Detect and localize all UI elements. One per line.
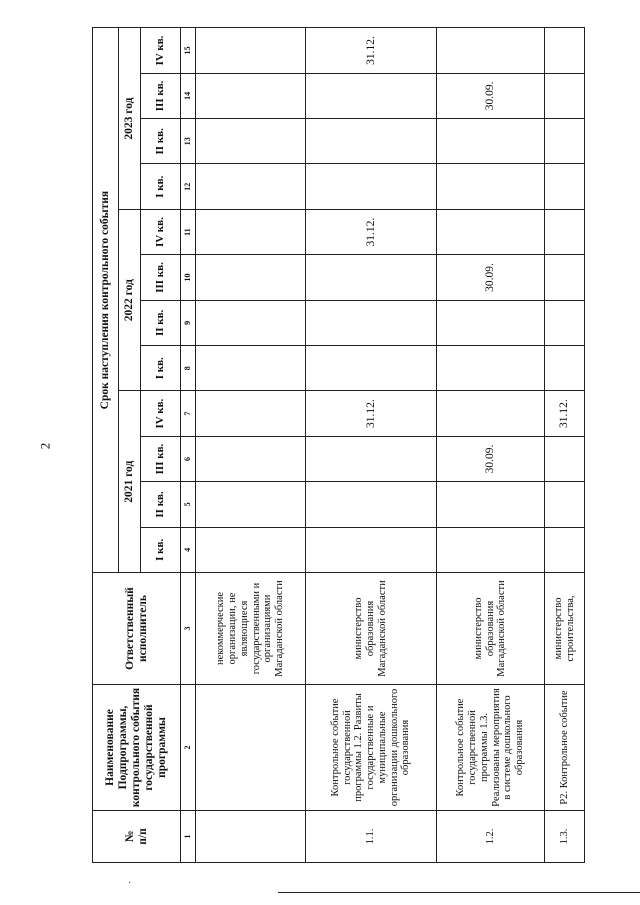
scan-dot: · xyxy=(128,878,132,889)
column-number: 1 xyxy=(181,811,196,863)
event-name xyxy=(196,685,306,811)
event-name: Р2. Контрольное событие xyxy=(545,685,585,811)
column-number: 9 xyxy=(181,300,196,345)
row-number: 1.2. xyxy=(437,811,545,863)
quarter-cell xyxy=(306,119,437,164)
executor: министерство образования Магаданской области xyxy=(306,573,437,685)
column-number: 10 xyxy=(181,255,196,300)
header-quarter: IV кв. xyxy=(141,391,181,436)
table-row xyxy=(306,28,437,863)
quarter-cell xyxy=(196,346,306,391)
header-quarter: IV кв. xyxy=(141,209,181,254)
quarter-cell: 30.09. xyxy=(437,73,545,118)
quarter-cell: 31.12. xyxy=(306,28,437,73)
quarter-cell xyxy=(196,255,306,300)
quarter-cell xyxy=(196,436,306,481)
header-deadline: Срок наступления контрольного события xyxy=(93,28,119,573)
header-name: Наименование Подпрограммы, контрольного события государственной программы xyxy=(93,685,181,811)
quarter-cell: 31.12. xyxy=(306,209,437,254)
quarter-cell: 31.12. xyxy=(306,391,437,436)
quarter-cell xyxy=(545,255,585,300)
quarter-cell xyxy=(196,119,306,164)
header-year-2023: 2023 год xyxy=(119,28,141,210)
row-number: 1.3. xyxy=(545,811,585,863)
quarter-cell xyxy=(545,28,585,73)
quarter-cell xyxy=(196,300,306,345)
header-executor: Ответственный исполнитель xyxy=(93,573,181,685)
executor: министерство строительства, xyxy=(545,573,585,685)
quarter-cell xyxy=(196,73,306,118)
column-number: 2 xyxy=(181,685,196,811)
quarter-cell xyxy=(545,346,585,391)
quarter-cell xyxy=(196,482,306,527)
column-number: 4 xyxy=(181,527,196,572)
table-row xyxy=(437,28,545,863)
row-number xyxy=(196,811,306,863)
header-quarter: III кв. xyxy=(141,73,181,118)
header-quarter: II кв. xyxy=(141,482,181,527)
quarter-cell xyxy=(196,164,306,209)
footer-divider xyxy=(278,892,640,893)
column-number: 11 xyxy=(181,209,196,254)
quarter-cell xyxy=(545,209,585,254)
quarter-cell xyxy=(196,391,306,436)
quarter-cell xyxy=(545,164,585,209)
header-quarter: III кв. xyxy=(141,255,181,300)
quarter-cell xyxy=(437,164,545,209)
quarter-cell: 30.09. xyxy=(437,436,545,481)
quarter-cell xyxy=(437,119,545,164)
column-number: 14 xyxy=(181,73,196,118)
executor: некоммерческие организации, не являющиеся государственными и организациями Магаданской области xyxy=(196,573,306,685)
control-events-table-wrapper xyxy=(92,28,576,863)
control-events-table xyxy=(92,27,585,863)
column-number: 6 xyxy=(181,436,196,481)
header-year-2022: 2022 год xyxy=(119,209,141,391)
column-number: 8 xyxy=(181,346,196,391)
event-name: Контрольное событие государственной программы 1.3. Реализованы мероприятия в системе дошкольного образования xyxy=(437,685,545,811)
quarter-cell xyxy=(306,300,437,345)
executor: министерство образования Магаданской области xyxy=(437,573,545,685)
event-name: Контрольное событие государственной программы 1.2. Развиты государственные и муниципальные организации дошкольного образования xyxy=(306,685,437,811)
header-quarter: IV кв. xyxy=(141,28,181,73)
table-row xyxy=(196,28,306,863)
quarter-cell xyxy=(437,391,545,436)
column-number: 3 xyxy=(181,573,196,685)
quarter-cell xyxy=(545,527,585,572)
table-row xyxy=(545,28,585,863)
quarter-cell xyxy=(437,28,545,73)
quarter-cell xyxy=(437,527,545,572)
quarter-cell xyxy=(306,436,437,481)
quarter-cell xyxy=(306,164,437,209)
quarter-cell xyxy=(545,300,585,345)
quarter-cell xyxy=(196,209,306,254)
quarter-cell xyxy=(545,119,585,164)
quarter-cell xyxy=(545,482,585,527)
quarter-cell xyxy=(437,346,545,391)
header-quarter: III кв. xyxy=(141,436,181,481)
quarter-cell xyxy=(306,73,437,118)
quarter-cell xyxy=(437,209,545,254)
quarter-cell xyxy=(196,28,306,73)
quarter-cell xyxy=(306,255,437,300)
header-quarter: I кв. xyxy=(141,346,181,391)
quarter-cell xyxy=(545,436,585,481)
quarter-cell xyxy=(306,482,437,527)
column-number: 5 xyxy=(181,482,196,527)
header-num: № п/п xyxy=(93,811,181,863)
header-quarter: II кв. xyxy=(141,300,181,345)
quarter-cell xyxy=(545,73,585,118)
quarter-cell: 31.12. xyxy=(545,391,585,436)
row-number: 1.1. xyxy=(306,811,437,863)
column-number: 15 xyxy=(181,28,196,73)
quarter-cell xyxy=(437,300,545,345)
header-year-2021: 2021 год xyxy=(119,391,141,573)
column-number: 12 xyxy=(181,164,196,209)
quarter-cell xyxy=(306,527,437,572)
quarter-cell xyxy=(437,482,545,527)
page-number: 2 xyxy=(37,442,53,450)
quarter-cell xyxy=(196,527,306,572)
quarter-cell: 30.09. xyxy=(437,255,545,300)
column-number: 7 xyxy=(181,391,196,436)
header-quarter: I кв. xyxy=(141,164,181,209)
quarter-cell xyxy=(306,346,437,391)
header-quarter: I кв. xyxy=(141,527,181,572)
column-number: 13 xyxy=(181,119,196,164)
header-quarter: II кв. xyxy=(141,119,181,164)
